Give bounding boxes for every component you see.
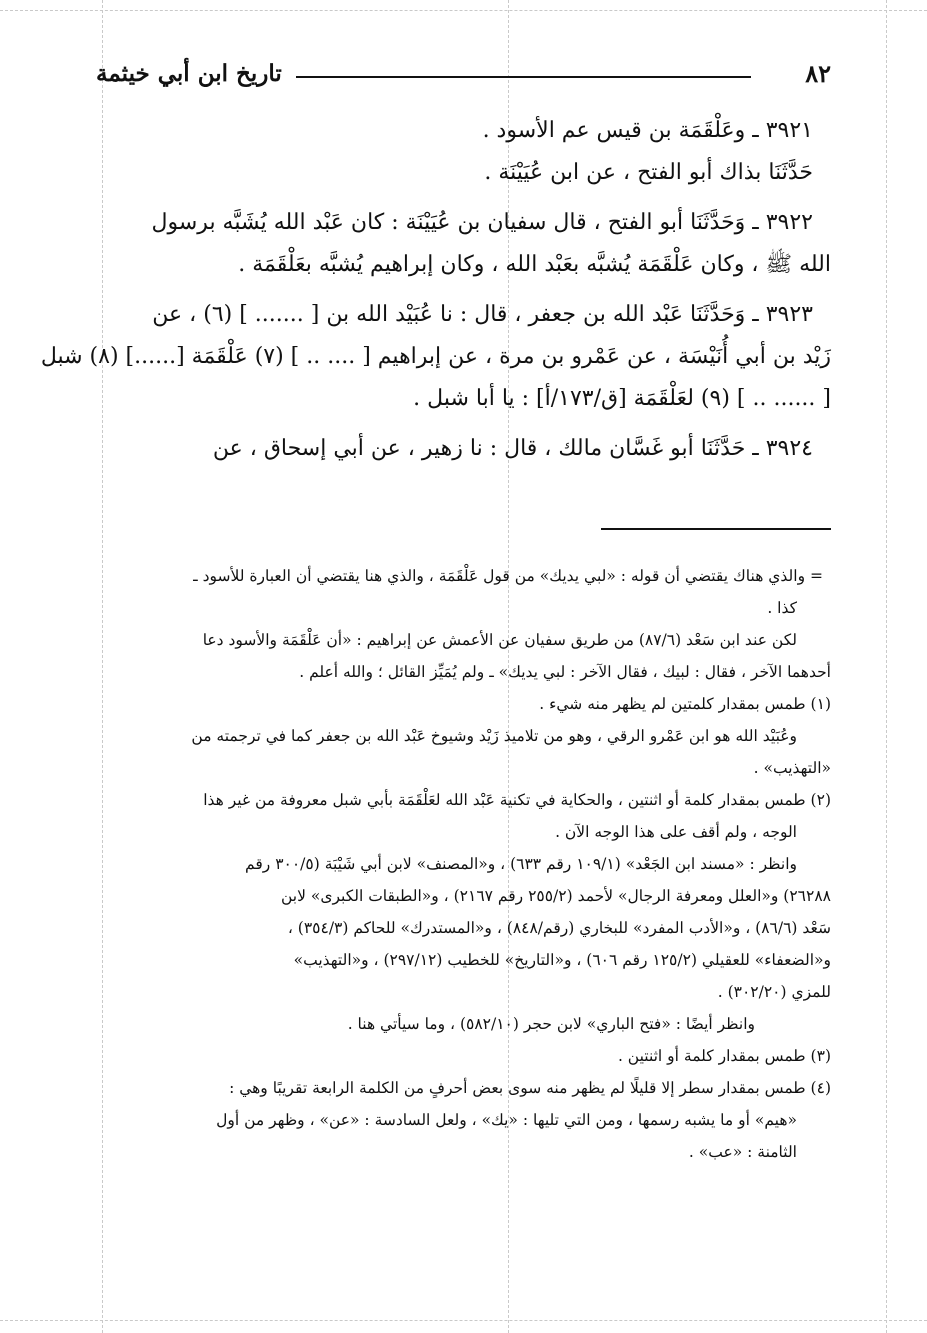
footnote-line: سَعْد (٨٦/٦) ، و«الأدب المفرد» للبخاري (رقم/٨٤٨) ، و«المستدرك» للحاكم (٣٥٤/٣) ، [287,919,831,937]
main-text [40,110,831,470]
footnote-1: (١) طمس بمقدار كلمتين لم يظهر منه شيء . [539,695,831,713]
footnote-separator [601,528,831,530]
book-title: تاريخ ابن أبي خيثمة [96,60,282,87]
footnote-line: الثامنة : «عب» . [688,1143,797,1161]
footnote-line: الوجه ، ولم أقف على هذا الوجه الآن . [555,823,797,841]
footnote-continuation: = والذي هناك يقتضي أن قوله : «لبي يديك» من قول عَلْقَمَة ، والذي هنا يقتضي أن العبارة للأسود ـ [193,567,823,585]
footnote-line: «التهذيب» . [753,759,831,777]
footnote-line: أحدهما الآخر ، فقال : لبيك ، فقال الآخر : لبي يديك» ـ ولم يُمَيِّز القائل ؛ والله أعلم . [299,663,831,681]
footnote-line: ٢٦٢٨٨) و«العلل ومعرفة الرجال» لأحمد (٢٥٥/٢ رقم ٢١٦٧) ، و«الطبقات الكبرى» لابن [280,887,831,905]
hadith-3923-line: [ ...... .. ] (٩) لعَلْقَمَة [ق/١٧٣/أ] : يا أبا شبل . [413,386,831,411]
scan-guide-line [0,10,927,11]
footnote-line: كذا . [767,599,797,617]
footnote-3: (٣) طمس بمقدار كلمة أو اثنتين . [617,1047,831,1065]
footnote-2: (٢) طمس بمقدار كلمة أو اثنتين ، والحكاية في تكنية عَبْد الله لعَلْقَمَة بأبي شبل معروفة من غير هذا [203,791,831,809]
footnote-line: و«الضعفاء» للعقيلي (١٢٥/٢ رقم ٦٠٦) ، و«التاريخ» للخطيب (٢٩٧/١٢) ، و«التهذيب» [293,951,831,969]
hadith-3922-line: الله ﷺ ، وكان عَلْقَمَة يُشبَّه بعَبْد الله ، وكان إبراهيم يُشبَّه بعَلْقَمَة . [238,252,831,277]
running-head [96,56,831,92]
hadith-3921: ٣٩٢١ ـ وعَلْقَمَة بن قيس عم الأسود . [482,118,813,143]
hadith-3922: ٣٩٢٢ ـ وَحَدَّثَنَا أبو الفتح ، قال سفيان بن عُيَيْنَة : كان عَبْد الله يُشَبَّه برسول [151,210,813,235]
page-number: ٨٢ [805,59,831,88]
footnote-line: «هيم» أو ما يشبه رسمها ، ومن التي تليها : «يك» ، ولعل السادسة : «عن» ، وظهر من أول [216,1111,797,1129]
scan-guide-line [886,0,887,1333]
hadith-3924: ٣٩٢٤ ـ حَدَّثَنَا أبو غَسَّان مالك ، قال : نا زهير ، عن أبي إسحاق ، عن [212,436,813,461]
header-rule [296,76,751,78]
scan-guide-line [0,1320,927,1321]
footnote-line: وانظر أيضًا : «فتح الباري» لابن حجر (٥٨٢/١٠) ، وما سيأتي هنا . [347,1015,755,1033]
hadith-3923-line: زَيْد بن أبي أُنَيْسَة ، عن عَمْرو بن مرة ، عن إبراهيم [ .... .. ] (٧) عَلْقَمَة [......] (٨) شبل [40,344,831,369]
hadith-3921-chain: حَدَّثَنَا بذاك أبو الفتح ، عن ابن عُيَيْنَة . [484,160,813,185]
hadith-3923: ٣٩٢٣ ـ وَحَدَّثَنَا عَبْد الله بن جعفر ، قال : نا عُبَيْد الله بن [ ....... ] (٦) ، عن [152,302,813,327]
footnote-line: وانظر : «مسند ابن الجَعْد» (١٠٩/١ رقم ٦٣٣) ، و«المصنف» لابن أبي شَيْبَة (٣٠٠/٥ رقم [245,855,797,873]
footnote-4: (٤) طمس بمقدار سطر إلا قليلًا لم يظهر منه سوى بعض أحرفٍ من الكلمة الرابعة تقريبًا وهي : [229,1079,831,1097]
footnotes [96,560,831,1168]
footnote-line: لكن عند ابن سَعْد (٨٧/٦) من طريق سفيان عن الأعمش عن إبراهيم : «أن عَلْقَمَة والأسود دعا [202,631,797,649]
footnote-line: للمزي (٣٠٢/٢٠) . [717,983,831,1001]
footnote-line: وعُبَيْد الله هو ابن عَمْرو الرقي ، وهو من تلاميذ زَيْد وشيوخ عَبْد الله بن جعفر كما في ترجمته من [191,727,797,745]
